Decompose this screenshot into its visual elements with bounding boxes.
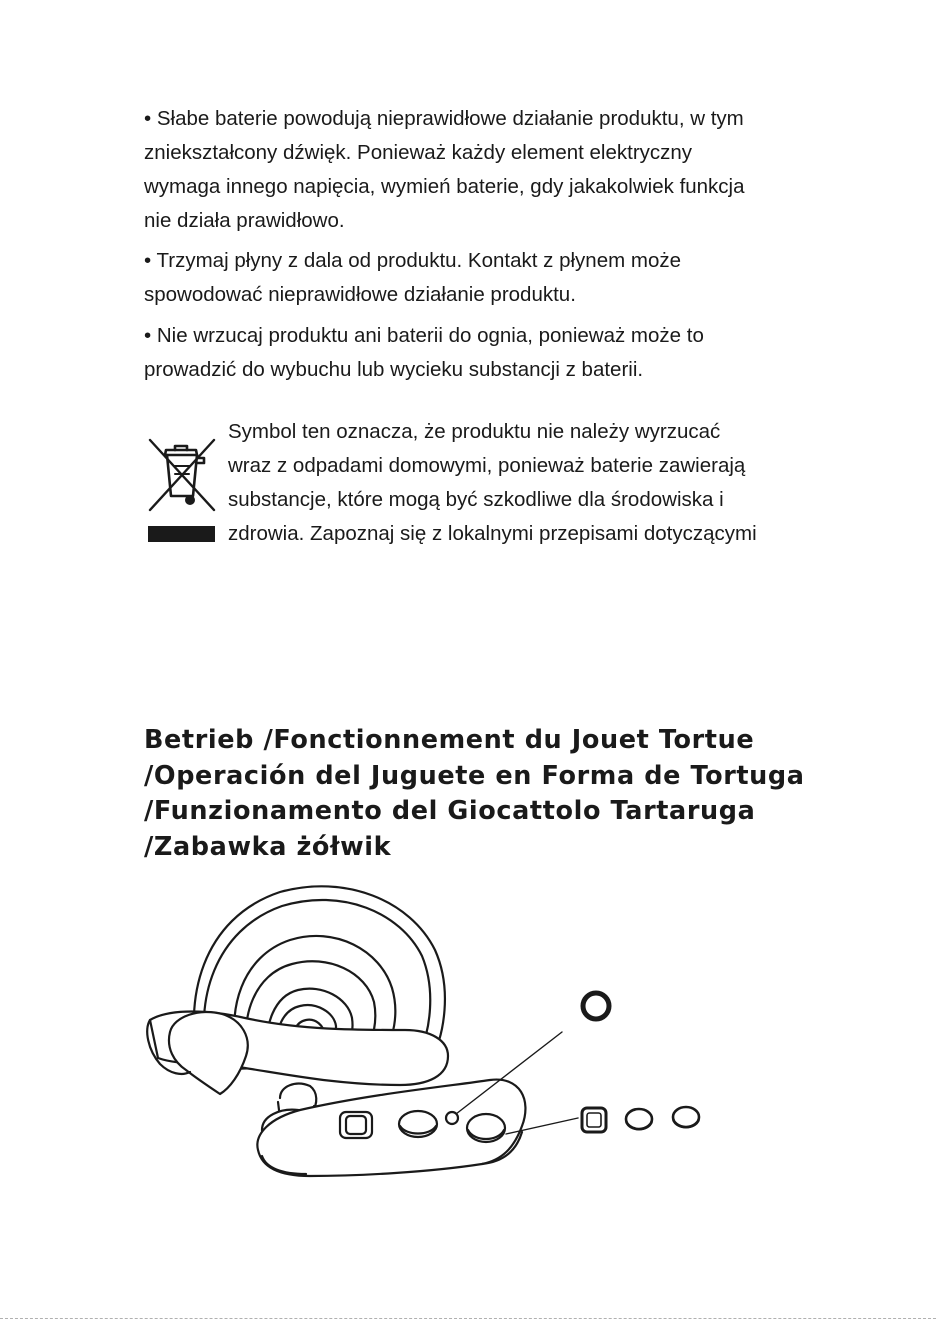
oval-button-icon [673, 1107, 699, 1128]
heading-line: /Operación del Juguete en Forma de Tortuga [144, 760, 805, 791]
text-line: • Nie wrzucaj produktu ani baterii do ognia, ponieważ może to [144, 324, 704, 347]
turtle-toy-illustration [130, 880, 730, 1200]
text-line: prowadzić do wybuchu lub wycieku substancji z baterii. [144, 358, 644, 381]
text-line: Symbol ten oznacza, że produktu nie należy wyrzucać [228, 420, 721, 443]
text-line: zdrowia. Zapoznaj się z lokalnymi przepisami dotyczącymi [228, 522, 757, 545]
page-bottom-border [0, 1318, 936, 1319]
paragraph-liquids [144, 244, 844, 312]
heading-line: Betrieb /Fonctionnement du Jouet Tortue [144, 725, 755, 755]
text-line: spowodować nieprawidłowe działanie produktu. [144, 283, 576, 306]
section-heading [144, 723, 904, 865]
text-line: wymaga innego napięcia, wymień baterie, gdy jakakolwiek funkcja [144, 175, 745, 198]
text-line: • Słabe baterie powodują nieprawidłowe działanie produktu, w tym [144, 107, 744, 130]
weee-disposal-notice [228, 415, 848, 551]
power-button-icon [583, 993, 609, 1019]
text-line: zniekształcony dźwięk. Ponieważ każdy element elektryczny [144, 141, 693, 164]
text-line: wraz z odpadami domowymi, ponieważ baterie zawierają [228, 454, 746, 477]
text-line: nie działa prawidłowo. [144, 209, 345, 232]
square-button-icon [582, 1108, 606, 1132]
oval-button-icon [626, 1109, 652, 1130]
crossed-out-wheelie-bin-icon [144, 436, 218, 548]
heading-line: /Funzionamento del Giocattolo Tartaruga [144, 796, 756, 826]
text-line: substancje, które mogą być szkodliwe dla środowiska i [228, 488, 724, 511]
heading-line: /Zabawka żółwik [144, 831, 392, 862]
paragraph-weak-batteries [144, 102, 844, 238]
paragraph-fire [144, 319, 844, 387]
text-line: • Trzymaj płyny z dala od produktu. Kontakt z płynem może [144, 249, 682, 272]
